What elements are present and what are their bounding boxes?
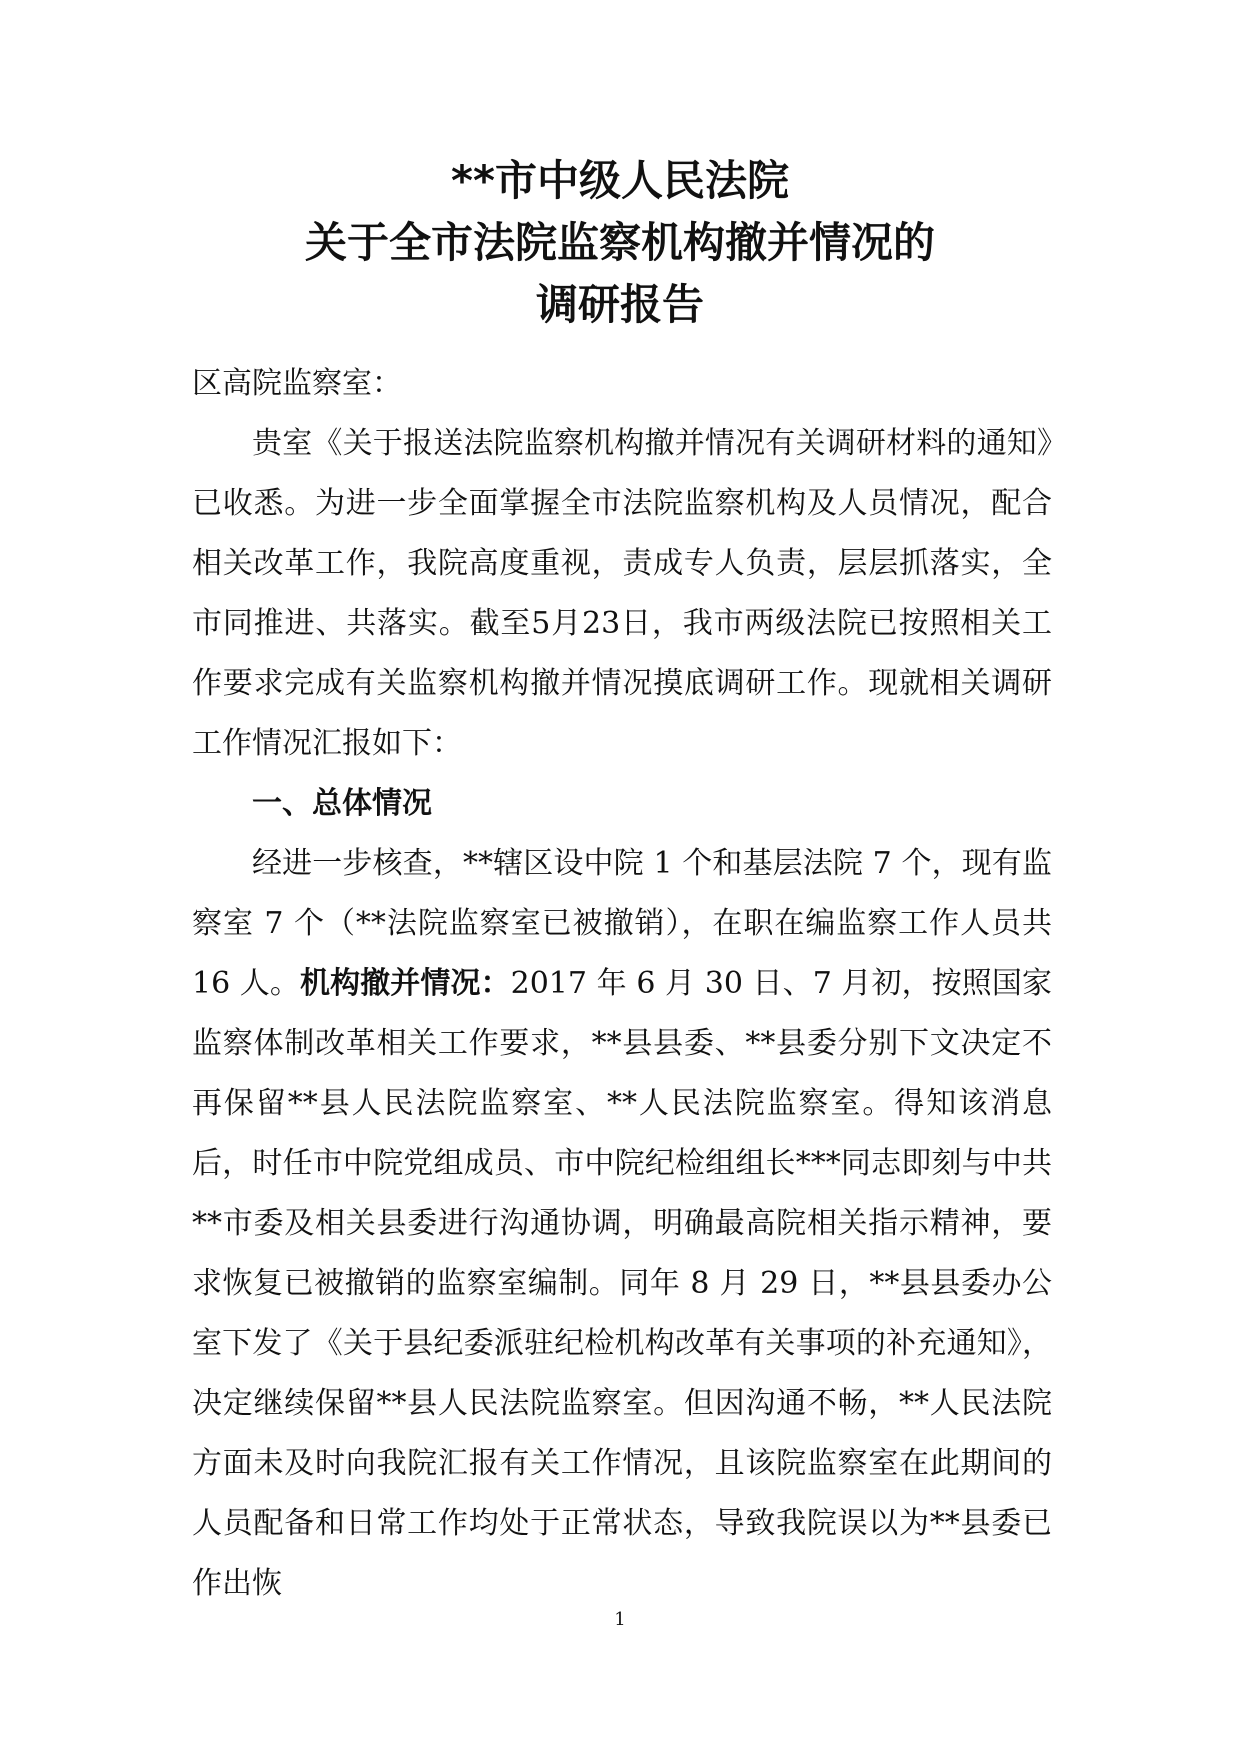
document-title	[0, 150, 1240, 336]
page-number: 1	[614, 1609, 626, 1630]
title-line-court: **市中级人民法院	[451, 156, 789, 205]
overall-text-part1: 经进一步核查，**辖区设中院 1 个和基层法院 7 个，现有监察室 7 个（**法院监察室已被撤销），在职在编监察工作人员共 16 人。	[192, 846, 1052, 1001]
salutation: 区高院监察室：	[192, 366, 402, 401]
title-line-report: 调研报告	[535, 280, 704, 329]
document-body	[192, 354, 1052, 1614]
section-heading-overall: 一、总体情况	[252, 786, 432, 821]
intro-paragraph: 贵室《关于报送法院监察机构撤并情况有关调研材料的通知》已收悉。为进一步全面掌握全市法院监察机构及人员情况，配合相关改革工作，我院高度重视，责成专人负责，层层抓落实，全市同推进、共落实。截至5月23日，我市两级法院已按照相关工作要求完成有关监察机构撤并情况摸底调研工作。现就相关调研工作情况汇报如下：	[192, 426, 1052, 761]
title-line-subject: 关于全市法院监察机构撤并情况的	[304, 218, 935, 267]
overall-text-part2: 2017 年 6 月 30 日、7 月初，按照国家监察体制改革相关工作要求，**县县委、**县委分别下文决定不再保留**县人民法院监察室、**人民法院监察室。得知该消息后，时任市中院党组成员、市中院纪检组组长***同志即刻与中共**市委及相关县委进行沟通协调，明确最高院相关指示精神，要求恢复已被撤销的监察室编制。同年 8 月 29 日，**县县委办公室下发了《关于县纪委派驻纪检机构改革有关事项的补充通知》，决定继续保留**县人民法院监察室。但因沟通不畅，**人民法院方面未及时向我院汇报有关工作情况，且该院监察室在此期间的人员配备和日常工作均处于正常状态，导致我院误以为**县委已作出恢	[192, 966, 1052, 1601]
overall-bold-label: 机构撤并情况：	[299, 966, 511, 1001]
overall-paragraph	[192, 834, 1052, 1614]
